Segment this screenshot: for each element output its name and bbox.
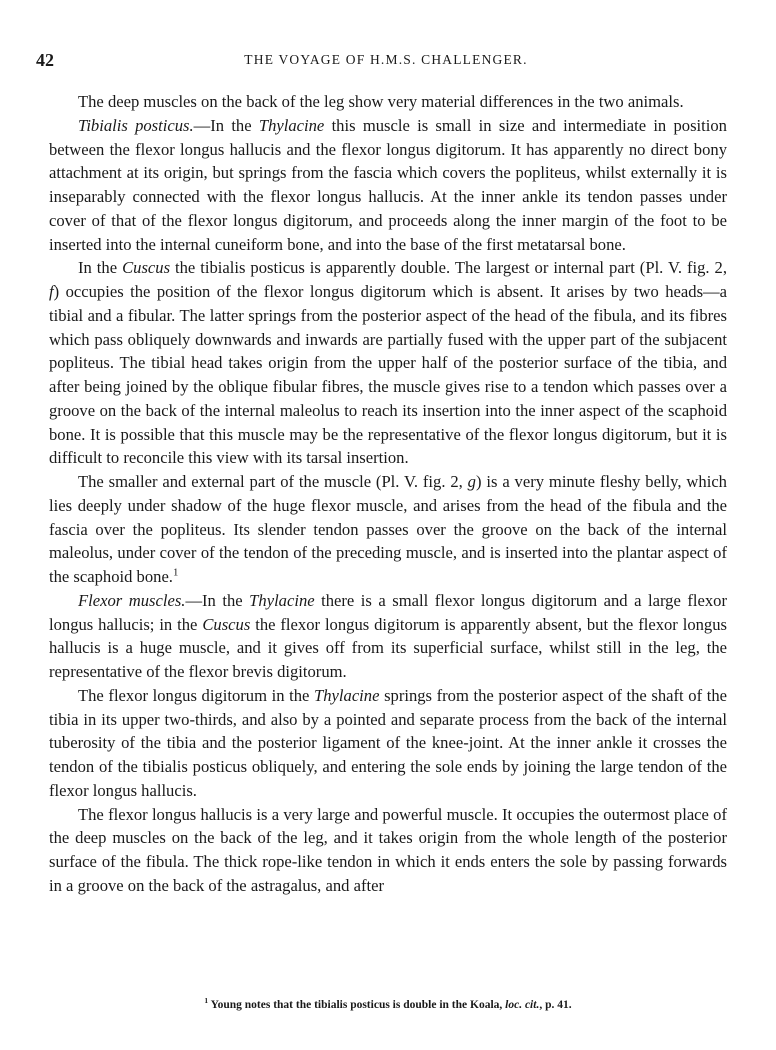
- text-run: —In the: [185, 590, 250, 610]
- text-run: the tibialis posticus is apparently double. The largest or internal part (Pl. V. fig. 2,: [170, 258, 727, 278]
- text-run: springs from the posterior aspect of the shaft of the tibia in its upper two-thirds, and also by a pointed and separate process from the back of the internal tuberosity of the tibia and the posterior ligament of the knee-joint. At the inner ankle it crosses the tendon of the tibialis posticus obliquely, and entering the sole ends by joining the large tendon of the flexor longus hallucis.: [49, 685, 727, 800]
- page-header: [36, 50, 736, 74]
- running-title: THE VOYAGE OF H.M.S. CHALLENGER.: [244, 52, 528, 67]
- italic-term: Thylacine: [258, 115, 325, 135]
- text-run: In the: [78, 258, 123, 278]
- paragraph-intro: [49, 90, 727, 114]
- text-run: the flexor longus digitorum is apparently absent, but the flexor longus hallucis is a huge muscle, and it gives off from its superficial surface, whilst still in the leg, the representative of the flexor brevis digitorum.: [49, 614, 727, 681]
- text-run: The smaller and external part of the muscle (Pl. V. fig. 2,: [78, 472, 468, 491]
- paragraph-cuscus: [49, 256, 727, 470]
- italic-term: Thylacine: [249, 590, 315, 610]
- italic-term: g: [467, 472, 476, 491]
- paragraph-text: The deep muscles on the back of the leg show very material differences in the two animals.: [78, 92, 684, 111]
- footnote-marker: 1: [204, 996, 209, 1006]
- footnote: [0, 996, 776, 1011]
- section-heading: Flexor muscles.: [78, 590, 186, 610]
- footnote-reference: 1: [172, 566, 179, 579]
- text-run: —In the: [193, 115, 259, 135]
- paragraph-external-part: [49, 470, 727, 589]
- italic-term: Cuscus: [122, 258, 171, 278]
- italic-term: loc. cit.: [505, 999, 540, 1011]
- paragraph-text: The flexor longus hallucis is a very large and powerful muscle. It occupies the outermost place of the deep muscles on the back of the leg, and it takes origin from the whole length of the posterior surface of the fibula. The thick rope-like tendon in which it ends enters the sole by passing forwards in a groove on the back of the astragalus, and after: [49, 804, 727, 895]
- italic-term: Cuscus: [202, 614, 251, 634]
- paragraph-tibialis-posticus: [49, 114, 727, 257]
- paragraph-flexor-hallucis: [49, 803, 727, 898]
- body-text: [49, 90, 727, 898]
- text-run: Young notes that the tibialis posticus is double in the Koala,: [208, 999, 506, 1011]
- text-run: ) occupies the position of the flexor longus digitorum which is absent. It arises by two heads—a tibial and a fibular. The latter springs from the posterior aspect of the head of the fibula, and its fibres which pass obliquely downwards and inwards are partially fused with the upper part of the subjacent popliteus. The tibial head takes origin from the upper half of the posterior surface of the tibia, and after being joined by the oblique fibular fibres, the muscle gives rise to a tendon which passes over a groove on the back of the internal maleolus to reach its insertion into the inner aspect of the scaphoid bone. It is possible that this muscle may be the representative of the flexor longus digitorum, but it is difficult to reconcile this view with its tarsal insertion.: [49, 282, 727, 468]
- text-run: ) is a very minute fleshy belly, which lies deeply under shadow of the huge flexor muscle, and arises from the head of the fibula and the fascia over the popliteus. Its slender tendon passes over the groove on the back of the internal maleolus, under cover of the tendon of the preceding muscle, and is inserted into the plantar aspect of the scaphoid bone.: [49, 472, 727, 586]
- italic-term: f: [49, 282, 54, 301]
- text-run: The flexor longus digitorum in the: [78, 685, 315, 705]
- text-run: there is a small flexor longus digitorum and a large flexor longus hallucis; in the: [49, 590, 727, 634]
- text-run: this muscle is small in size and intermediate in position between the flexor longus hallucis and the flexor longus digitorum. It has apparently no direct bony attachment at its origin, but springs from the fascia which covers the popliteus, whilst externally it is inseparably connected with the flexor longus hallucis. At the inner ankle its tendon passes under cover of that of the flexor longus digitorum, and proceeds along the inner margin of the foot to be inserted into the internal cuneiform bone, and into the base of the first metatarsal bone.: [49, 115, 727, 254]
- text-run: , p. 41.: [539, 999, 572, 1011]
- section-heading: Tibialis posticus.: [78, 115, 194, 135]
- italic-term: Thylacine: [314, 685, 380, 705]
- page-number: 42: [36, 50, 54, 70]
- paragraph-flexor-muscles: [49, 589, 727, 684]
- paragraph-flexor-digitorum: [49, 684, 727, 803]
